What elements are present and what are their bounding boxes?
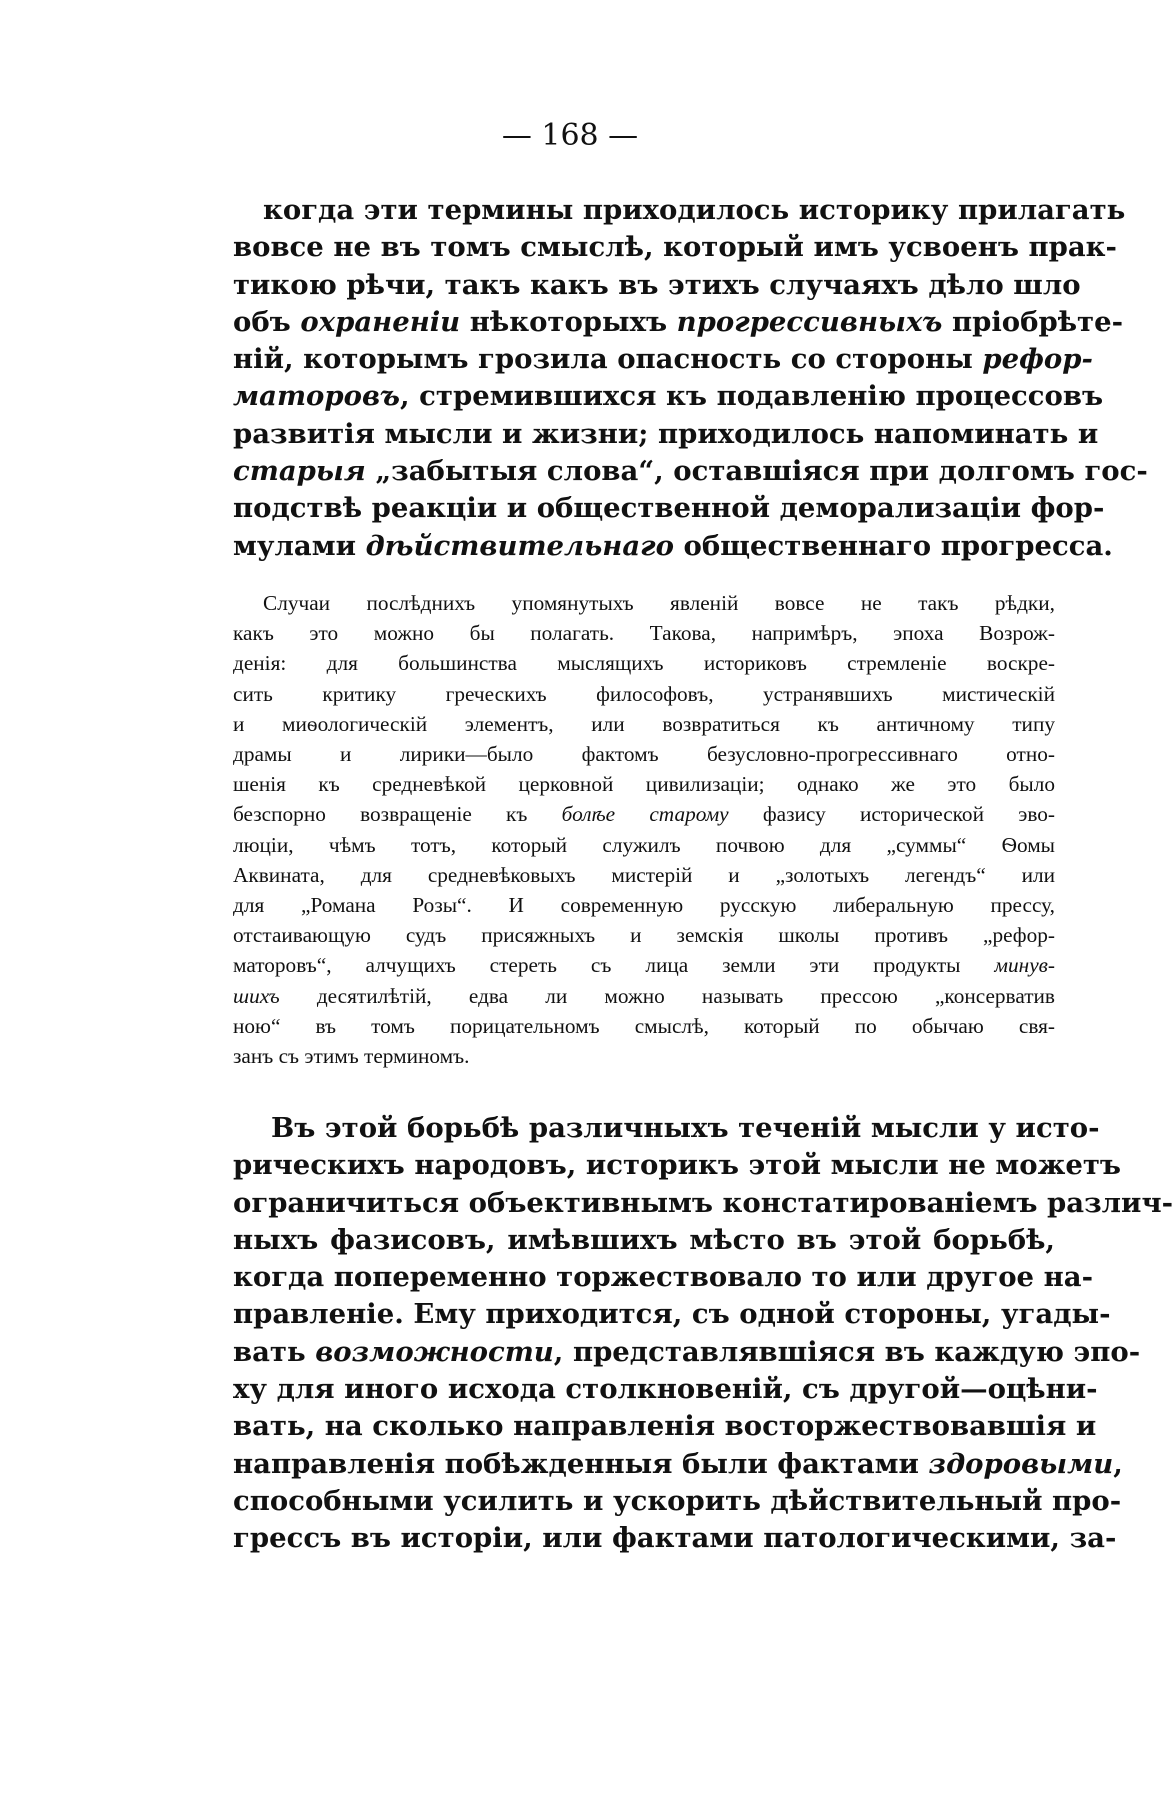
text-line: ху для иного исхода столкновеній, съ другой—оцѣни- [233,1373,1098,1406]
text-line: ною“ въ томъ порицательномъ смыслѣ, который по обычаю свя- [233,1013,1055,1038]
text-line: мулами дѣйствительнаго общественнаго прогресса. [233,529,1113,562]
text-line: старыя „забытыя слова“, оставшіяся при долгомъ гос- [233,455,1148,488]
text-line: Случаи послѣднихъ упомянутыхъ явленій вовсе не такъ рѣдки, [263,591,1055,615]
text-line: направленія побѣжденныя были фактами здоровыми, [233,1447,1123,1480]
italic-phrase: возможности [315,1335,554,1368]
text-line: маторовъ, стремившихся къ подавленію процессовъ [233,380,1104,413]
text-line: ограничиться объективнымъ констатированіемъ различ- [233,1186,1173,1219]
text-line: маторовъ“, алчущихъ стереть съ лица земли эти продукты минув- [233,953,1055,978]
text-line: способными усилить и ускорить дѣйствительный про- [233,1484,1122,1517]
page-number: — 168 — [501,118,639,153]
text-line: драмы и лирики—было фактомъ безусловно-прогрессивнаго отно- [233,742,1055,767]
text-line: отстаивающую судъ присяжныхъ и земскія школы противъ „рефор- [233,923,1055,948]
text-line: вать возможности, представлявшіяся въ каждую эпо- [233,1335,1141,1368]
text-line: шихъ десятилѣтій, едва ли можно называть прессою „консерватив [233,983,1055,1008]
italic-phrase: прогрессивныхъ [676,305,943,338]
text-line: Въ этой борьбѣ различныхъ теченій мысли у исто- [271,1112,1100,1144]
text-line: Аквината, для средневѣковыхъ мистерій и „золотыхъ легендъ“ или [233,862,1055,887]
text-line: сить критику греческихъ философовъ, устранявшихъ мистическій [233,681,1055,706]
text-line: для „Романа Розы“. И современную русскую либеральную прессу, [233,893,1055,918]
italic-phrase: болѣе старому [561,802,729,827]
text-line: рическихъ народовъ, историкъ этой мысли не можетъ [233,1149,1122,1182]
text-line: развитія мысли и жизни; приходилось напоминать и [233,417,1099,450]
text-line: безспорно возвращеніе къ болѣе старому фазису исторической эво- [233,802,1055,827]
paragraph-main-1 [233,192,1148,565]
italic-phrase: минув- [994,953,1055,978]
italic-phrase: здоровыми [928,1447,1114,1480]
italic-phrase: старыя [233,455,366,488]
text-line: люціи, чѣмъ тотъ, который служилъ почвою для „суммы“ Ѳомы [233,832,1055,857]
text-line: шенія къ средневѣкой церковной цивилизаціи; однако же это было [233,772,1055,797]
text-line: вать, на сколько направленія восторжествовавшія и [233,1410,1097,1443]
text-line: и миѳологическій элементъ, или возвратиться къ античному типу [233,711,1055,736]
italic-phrase: охраненіи [300,305,461,338]
paragraph-main-2 [233,1110,1173,1558]
italic-phrase: маторовъ [233,380,401,413]
text-line: правленіе. Ему приходится, съ одной стороны, угады- [233,1298,1111,1331]
italic-phrase: дѣйствительнаго [365,529,674,562]
italic-phrase: шихъ [233,983,280,1008]
text-line: грессъ въ исторіи, или фактами патологическими, за- [233,1522,1117,1555]
italic-phrase: рефор- [982,343,1093,376]
text-line: когда попеременно торжествовало то или другое на- [233,1261,1093,1294]
text-line: объ охраненіи нѣкоторыхъ прогрессивныхъ пріобрѣте- [233,305,1123,338]
text-line: занъ съ этимъ терминомъ. [233,1044,470,1069]
text-line: ній, которымъ грозила опасность со стороны рефор- [233,343,1093,376]
text-line: денія: для большинства мыслящихъ историковъ стремленіе воскре- [233,651,1055,676]
text-line: какъ это можно бы полагать. Такова, напримѣръ, эпоха Возрож- [233,621,1055,646]
text-line: подствѣ реакціи и общественной деморализаціи фор- [233,492,1105,525]
footnote-paragraph [233,588,1055,1071]
text-line: вовсе не въ томъ смыслѣ, который имъ усвоенъ прак- [233,231,1117,264]
text-line: ныхъ фазисовъ, имѣвшихъ мѣсто въ этой борьбѣ, [233,1223,1055,1256]
text-line: тикою рѣчи, такъ какъ въ этихъ случаяхъ дѣло шло [233,268,1081,301]
text-line: когда эти термины приходилось историку прилагать [263,194,1126,226]
